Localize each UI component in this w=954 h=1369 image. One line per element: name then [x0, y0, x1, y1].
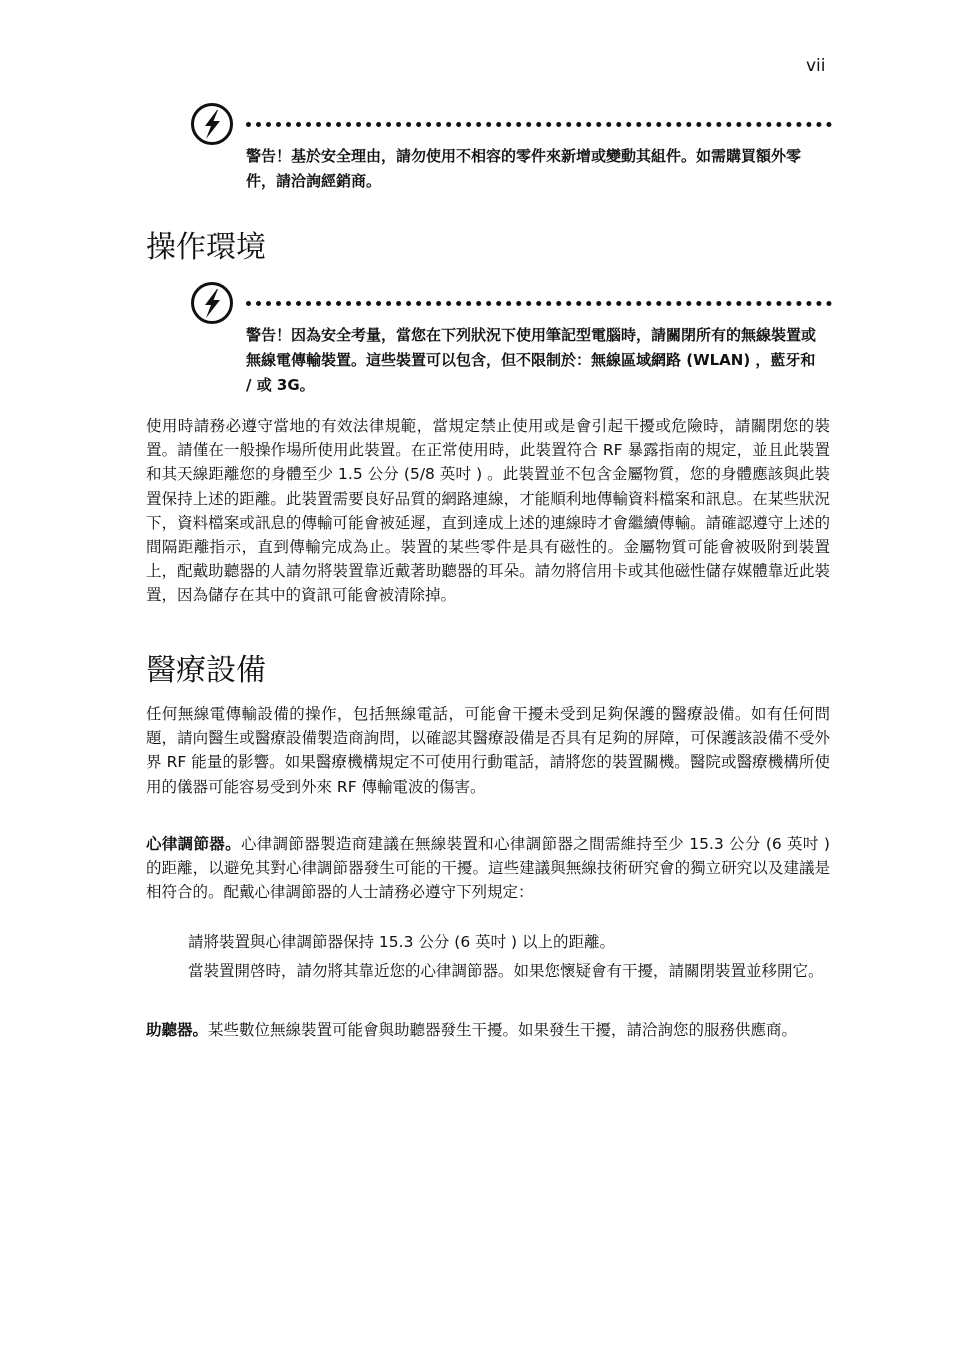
- hearing-aid-label: 助聽器。: [146, 1021, 209, 1039]
- medical-devices-paragraph: 任何無線電傳輸設備的操作，包括無線電話，可能會干擾未受到足夠保護的醫療設備。如有任何問題，請向醫生或醫療設備製造商詢問，以確認其醫療設備是否具有足夠的屏障，可保護該設備不受外界 RF 能量的影響。如果醫療機構規定不可使用行動電話，請將您的裝置關機。醫院或醫療機構所使用的儀器可能容易受到外來 RF 傳輸電波的傷害。: [146, 705, 830, 796]
- hearing-aid-paragraph: [146, 1018, 830, 1042]
- warning-lightning-icon: [190, 102, 234, 146]
- page-number: vii: [806, 56, 826, 76]
- section-title-medical-devices: 醫療設備: [146, 653, 266, 688]
- pacemaker-rule-2: 當裝置開啓時，請勿將其靠近您的心律調節器。如果您懷疑會有干擾，請關閉裝置並移開它。: [188, 962, 824, 980]
- pacemaker-text: 心律調節器製造商建議在無線裝置和心律調節器之間需維持至少 15.3 公分 (6 英吋 ) 的距離，以避免其對心律調節器發生可能的干擾。這些建議與無線技術研究會的獨立研究以及建議是相符合的。配戴心律調節器的人士請務必遵守下列規定：: [146, 835, 830, 902]
- pacemaker-label: 心律調節器。: [146, 835, 241, 853]
- warning-lightning-icon: [190, 281, 234, 325]
- pacemaker-paragraph: [146, 832, 830, 905]
- warning-divider: [246, 122, 832, 127]
- warning-divider: [246, 301, 832, 306]
- hearing-aid-text: 某些數位無線裝置可能會與助聽器發生干擾。如果發生干擾，請洽詢您的服務供應商。: [208, 1021, 798, 1039]
- section-title-operating-environment: 操作環境: [146, 230, 266, 265]
- warning-text: 警告！因為安全考量，當您在下列狀況下使用筆記型電腦時，請關閉所有的無線裝置或無線電傳輸裝置。這些裝置可以包含，但不限制於：無線區域網路 (WLAN) ，藍牙和 / 或 3G。: [246, 326, 817, 394]
- pacemaker-rule-1: 請將裝置與心律調節器保持 15.3 公分 (6 英吋 ) 以上的距離。: [188, 933, 616, 951]
- warning-text: 警告！基於安全理由，請勿使用不相容的零件來新增或變動其組件。如需購買額外零件，請洽詢經銷商。: [246, 147, 802, 190]
- operating-environment-paragraph: 使用時請務必遵守當地的有效法律規範，當規定禁止使用或是會引起干擾或危險時，請關閉您的裝置。請僅在一般操作場所使用此裝置。在正常使用時，此裝置符合 RF 暴露指南的規定，並且此裝置和其天線距離您的身體至少 1.5 公分 (5/8 英吋 ) 。此裝置並不包含金屬物質，您的身體應該與此裝置保持上述的距離。此裝置需要良好品質的網路連線，才能順利地傳輸資料檔案和訊息。在某些狀況下，資料檔案或訊息的傳輸可能會被延遲，直到達成上述的連線時才會繼續傳輸。請確認遵守上述的間隔距離指示，直到傳輸完成為止。裝置的某些零件是具有磁性的。金屬物質可能會被吸附到裝置上，配戴助聽器的人請勿將裝置靠近戴著助聽器的耳朵。請勿將信用卡或其他磁性儲存媒體靠近此裝置，因為儲存在其中的資訊可能會被清除掉。: [146, 417, 830, 605]
